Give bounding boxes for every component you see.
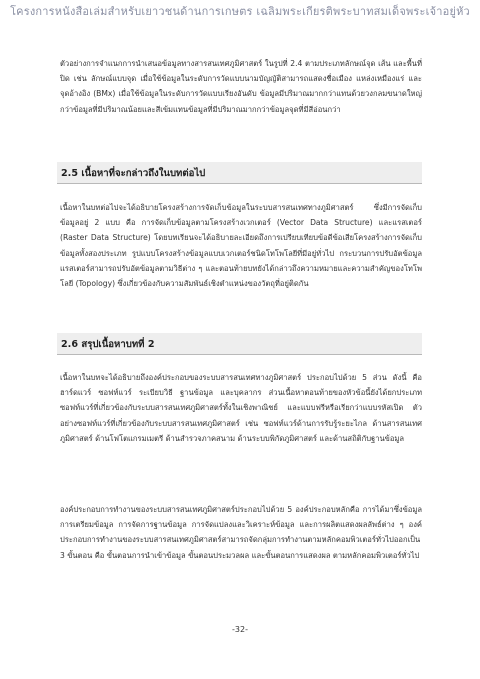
paragraph-map-symbols: ตัวอย่างการจำแนกการนำเสนอข้อมูลทางสารสนเทศภูมิศาสตร์ ในรูปที่ 2.4 ตามประเภทลักษณ์จุด เส้น และพื้นที่ปิด เช่น ลักษณ์แบบจุด เมื่อใช้ข้อมูลในระดับการวัดแบบนามบัญญัติสามารถแสดงชื่อเมือง แหล่งเหมืองแร่ และจุดอ้างอิง (BMx) เมื่อใช้ข้อมูลในระดับการวัดแบบเรียงอันดับ ข้อมูลมีปริมาณมากกว่าแทนด้วยวงกลมขนาดใหญ่กว่าข้อมูลที่มีปริมาณน้อยและสีเข้มแทนข้อมูลที่มีปริมาณมากกว่าข้อมูลจุดที่มีสีอ่อนกว่า [60,59,422,114]
page-number: -32- [232,625,248,634]
running-header: โครงการหนังสือเล่มสำหรับเยาวชนด้านการเกษตร เฉลิมพระเกียรติพระบาทสมเด็จพระเจ้าอยู่หัว [10,5,470,18]
section-heading-2-5 [57,162,422,184]
section-heading-2-6-text: 2.6 สรุปเนื้อหาบทที่ 2 [61,339,155,350]
paragraph-next-chapter: เนื้อหาในบทต่อไปจะได้อธิบายโครงสร้างการจัดเก็บข้อมูลในระบบสารสนเทศทางภูมิศาสตร์ ซึ่งมีการจัดเก็บข้อมูลอยู่ 2 แบบ คือ การจัดเก็บข้อมูลตามโครงสร้างเวกเตอร์ (Vector Data Structure) และแรสเตอร์ (Raster Data Structure) โดยบทเรียนจะได้อธิบายละเอียดถึงการเปรียบเทียบข้อดีข้อเสียโครงสร้างการจัดเก็บข้อมูลทั้งสองประเภท รูปแบบโครงสร้างข้อมูลแบบเวกเตอร์ชนิดโทโพโลยีที่มีอยู่ทั่วไป กระบวนการปรับอัตข้อมูลแรสเตอร์สามารถปรับอัตข้อมูลตามวิธีต่าง ๆ และตอนท้ายบทยังได้กล่าวถึงความหมายและความสำคัญของโทโพโลยี (Topology) ซึ่งเกี่ยวข้องกับความสัมพันธ์เชิงตำแหน่งของวัตถุที่อยู่ติดกัน [60,203,422,289]
section-heading-2-6 [57,333,422,355]
paragraph-summary-components: เนื้อหาในบทจะได้อธิบายถึงองค์ประกอบของระบบสารสนเทศทางภูมิศาสตร์ ประกอบไปด้วย 5 ส่วน ดังนี้ คือ ฮาร์ดแวร์ ซอฟท์แวร์ ระเบียบวิธี ฐานข้อมูล และบุคลากร ส่วนเนื้อหาตอนท้ายของหัวข้อนี้ยังได้ยกประเภทซอฟท์แวร์ที่เกี่ยวข้องกับระบบสารสนเทศภูมิศาสตร์ทั้งในเชิงพาณิชย์ และแบบฟรีหรือเรียกว่าแบบรหัสเปิด ตัวอย่างซอฟท์แวร์ที่เกี่ยวข้องกับระบบสารสนเทศภูมิศาสตร์ เช่น ซอฟท์แวร์ด้านการรับรู้ระยะไกล ด้านสารสนเทศภูมิศาสตร์ ด้านโฟโตแกรมเมตรี ด้านสำรวจภาคสนาม ด้านระบบพิกัดภูมิศาสตร์ และด้านสถิติกับฐานข้อมูล [60,373,422,443]
paragraph-summary-workflow: องค์ประกอบการทำงานของระบบสารสนเทศภูมิศาสตร์ประกอบไปด้วย 5 องค์ประกอบหลักคือ การได้มาซึ่งข้อมูล การเตรียมข้อมูล การจัดการฐานข้อมูล การจัดแปลงและวิเคราะห์ข้อมูล และการผลิตแสดงผลลัพธ์ต่าง ๆ องค์ประกอบการทำงานของระบบสารสนเทศภูมิศาสตร์สามารถจัดกลุ่มการทำงานตามหลักคอมพิวเตอร์ทั่วไปออกเป็น 3 ขั้นตอน คือ ขั้นตอนการนำเข้าข้อมูล ขั้นตอนประมวลผล และขั้นตอนการแสดงผล ตามหลักคอมพิวเตอร์ทั่วไป [60,505,422,560]
section-heading-2-5-text: 2.5 เนื้อหาที่จะกล่าวถึงในบทต่อไป [61,168,206,179]
